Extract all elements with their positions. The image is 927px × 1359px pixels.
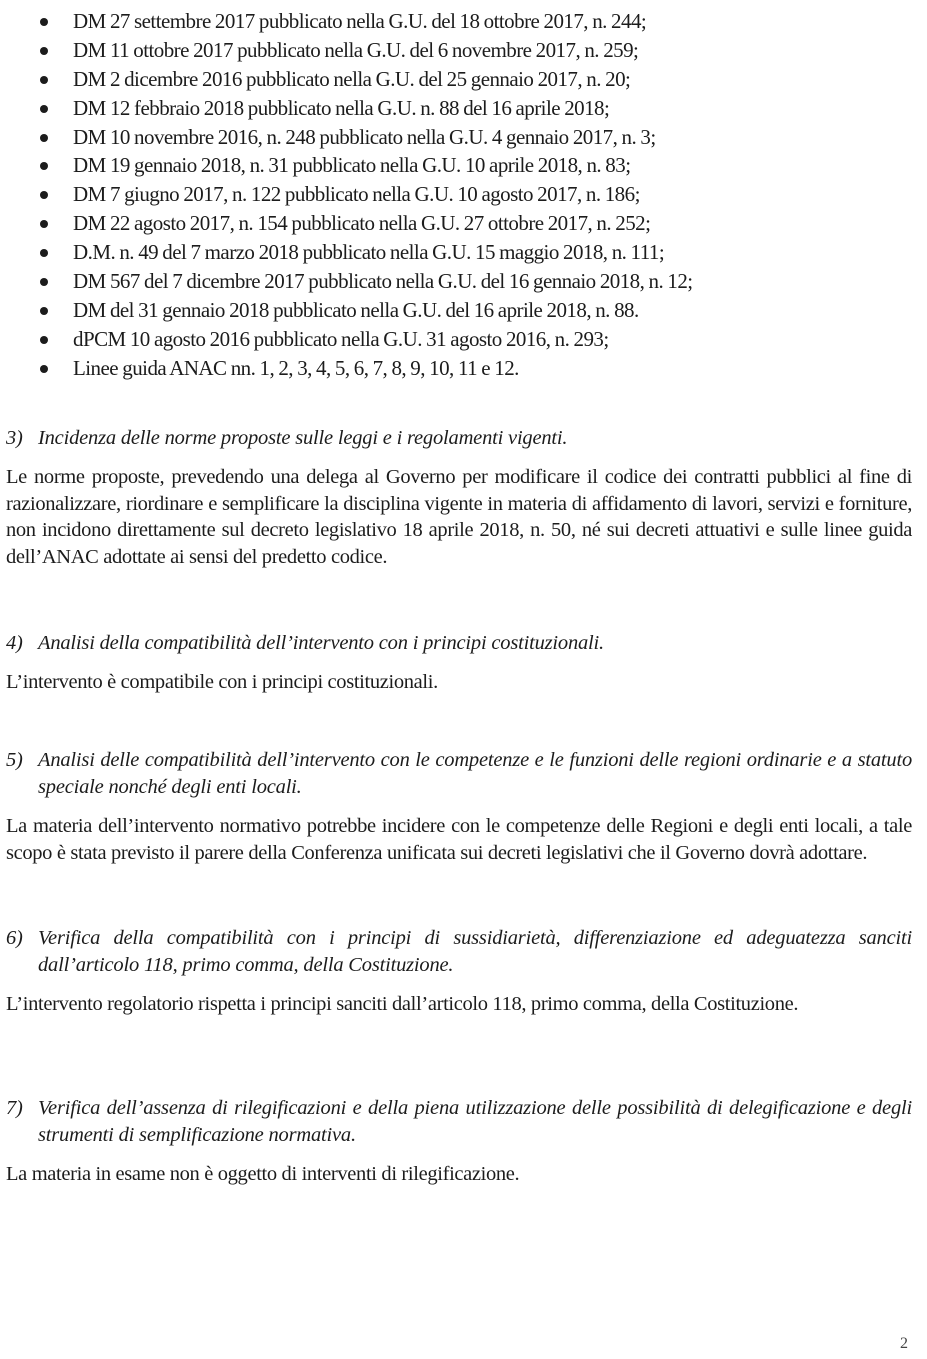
list-item [0,123,927,152]
section-heading [6,1095,912,1149]
bullet-icon [40,220,48,228]
list-item [0,94,927,123]
list-item [0,238,927,267]
bullet-icon [40,249,48,257]
bullet-icon [40,134,48,142]
section-number: 7) [6,1097,23,1119]
list-item-text: Linee guida ANAC nn. 1, 2, 3, 4, 5, 6, 7, 8, 9, 10, 11 e 12. [73,355,519,380]
section-title: Analisi delle compatibilità dell’intervento con le competenze e le funzioni delle regioni ordinarie e a statuto speciale nonché degli enti locali. [38,749,912,798]
list-item-text: D.M. n. 49 del 7 marzo 2018 pubblicato nella G.U. 15 maggio 2018, n. 111; [73,240,665,265]
section-5 [6,747,912,866]
bullet-icon [40,105,48,113]
bullet-icon [40,336,48,344]
section-title: Verifica dell’assenza di rilegificazioni e della piena utilizzazione delle possibilità di delegificazione e degli strumenti di semplificazione normativa. [38,1097,912,1146]
bullet-icon [40,76,48,84]
list-item [0,151,927,180]
list-item-text: DM 12 febbraio 2018 pubblicato nella G.U. n. 88 del 16 aprile 2018; [73,95,610,120]
list-item-text: DM 11 ottobre 2017 pubblicato nella G.U. del 6 novembre 2017, n. 259; [73,37,639,62]
section-number: 3) [6,427,23,449]
list-item [0,36,927,65]
list-item-text: DM 567 del 7 dicembre 2017 pubblicato nella G.U. del 16 gennaio 2018, n. 12; [73,269,693,294]
section-title: Analisi della compatibilità dell’intervento con i principi costituzionali. [38,632,604,654]
section-number: 4) [6,632,23,654]
section-number: 5) [6,749,23,771]
section-title: Incidenza delle norme proposte sulle leggi e i regolamenti vigenti. [38,427,568,449]
list-item [0,209,927,238]
list-item-text: dPCM 10 agosto 2016 pubblicato nella G.U. 31 agosto 2016, n. 293; [73,326,609,351]
list-item-text: DM 7 giugno 2017, n. 122 pubblicato nella G.U. 10 agosto 2017, n. 186; [73,182,640,207]
section-title: Verifica della compatibilità con i principi di sussidiarietà, differenziazione ed adeguatezza sanciti dall’articolo 118, primo comma, della Costituzione. [38,927,912,976]
list-item-text: DM 22 agosto 2017, n. 154 pubblicato nella G.U. 27 ottobre 2017, n. 252; [73,211,651,236]
list-item-text: DM 10 novembre 2016, n. 248 pubblicato nella G.U. 4 gennaio 2017, n. 3; [73,124,656,149]
section-6 [6,925,912,1018]
section-7 [6,1095,912,1188]
section-body: L’intervento regolatorio rispetta i principi sanciti dall’articolo 118, primo comma, della Costituzione. [6,993,799,1015]
list-item [0,354,927,383]
list-item-text: DM 19 gennaio 2018, n. 31 pubblicato nella G.U. 10 aprile 2018, n. 83; [73,153,631,178]
section-3 [6,425,912,570]
bullet-icon [40,307,48,315]
list-item-text: DM 27 settembre 2017 pubblicato nella G.U. del 18 ottobre 2017, n. 244; [73,9,647,33]
section-body: La materia dell’intervento normativo potrebbe incidere con le competenze delle Regioni e degli enti locali, a tale scopo è stata previsto il parere della Conferenza unificata sui decreti legislativi che il Governo dovrà adottare. [6,815,912,864]
bullet-icon [40,47,48,55]
bullet-icon [40,278,48,286]
bullet-icon [40,365,48,373]
section-body: L’intervento è compatibile con i principi costituzionali. [6,671,438,693]
list-item [0,267,927,296]
section-4 [6,630,912,696]
section-body: La materia in esame non è oggetto di interventi di rilegificazione. [6,1163,520,1185]
bullet-icon [40,162,48,170]
section-heading [6,425,912,452]
list-item [0,296,927,325]
list-item [0,7,927,36]
list-item [0,180,927,209]
bullet-icon [40,191,48,199]
bullet-icon [40,18,48,26]
list-item [0,65,927,94]
list-item-text: DM del 31 gennaio 2018 pubblicato nella G.U. del 16 aprile 2018, n. 88. [73,297,639,322]
list-item-text: DM 2 dicembre 2016 pubblicato nella G.U. del 25 gennaio 2017, n. 20; [73,66,631,91]
list-item [0,325,927,354]
section-body: Le norme proposte, prevedendo una delega al Governo per modificare il codice dei contratti pubblici al fine di razionalizzare, riordinare e semplificare la disciplina vigente in materia di affidamento di lavori, servizi e forniture, non incidono direttamente sul decreto legislativo 18 aprile 2018, n. 50, né sui decreti attuativi e sulle linee guida dell’ANAC adottate ai sensi del predetto codice. [6,466,912,568]
page-number: 2 [900,1335,908,1352]
section-number: 6) [6,927,23,949]
section-heading [6,747,912,801]
decree-list [0,7,927,383]
section-heading [6,630,912,657]
section-heading [6,925,912,979]
